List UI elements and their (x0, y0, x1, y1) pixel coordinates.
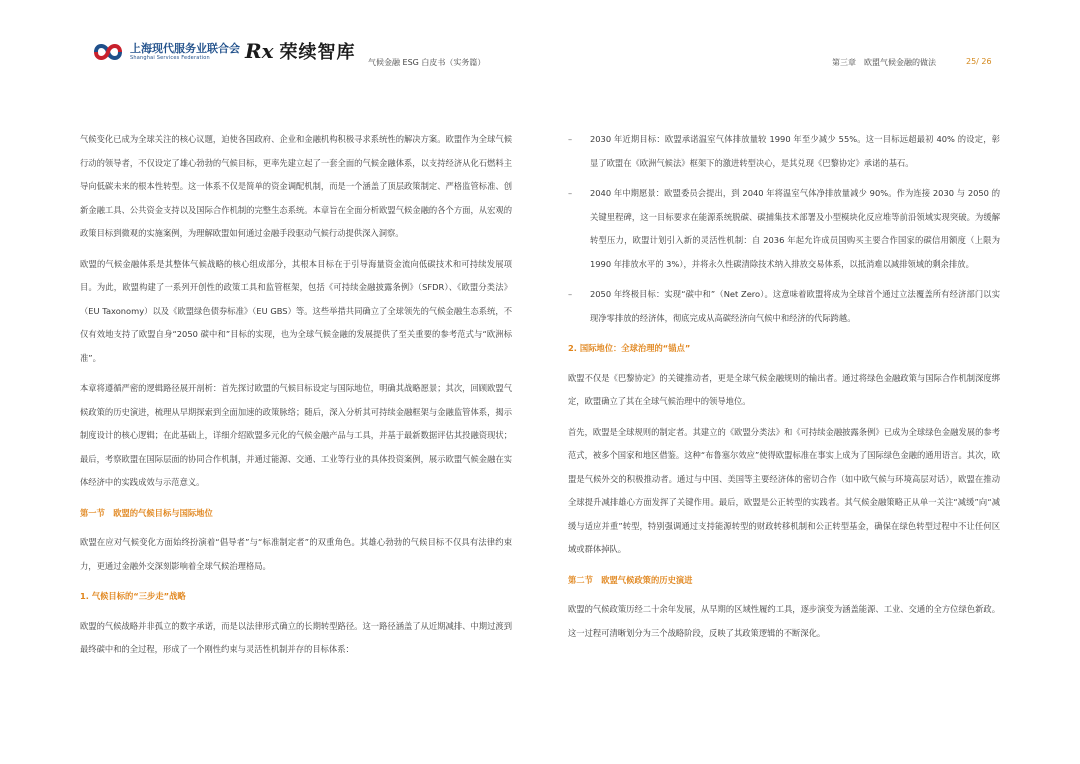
bullet-dash: – (568, 289, 573, 299)
page-number: 25/ 26 (966, 57, 992, 66)
intro-paragraph-2: 欧盟的气候金融体系是其整体气候战略的核心组成部分，其根本目标在于引导海量资金流向低碳技术和可持续发展项目。为此，欧盟构建了一系列开创性的政策工具和监管框架，包括《可持续金融披露条例》（SFDR）、《欧盟分类法》（EU Taxonomy）以及《欧盟绿色债券标准》（EU GBS）等。这些举措共同确立了全球领先的气候金融生态系统，不仅有效地支持了欧盟自身“2050 碳中和”目标的实现，也为全球气候金融的发展提供了至关重要的参考范式与“欧洲标准”。 (80, 258, 512, 363)
bullet-2050-goal: 2050 年终极目标：实现“碳中和”（Net Zero）。这意味着欧盟将成为全球首个通过立法覆盖所有经济部门以实现净零排放的经济体，彻底完成从高碳经济向气候中和经济的代际跨越。 (590, 289, 1000, 323)
document-title: 气候金融 ESG 白皮书（实务篇） (368, 58, 486, 67)
bullet-dash: – (568, 134, 573, 144)
section-1-paragraph: 欧盟在应对气候变化方面始终扮演着“倡导者”与“标准制定者”的双重角色。其雄心勃勃的气候目标不仅具有法律约束力，更通过金融外交深刻影响着全球气候治理格局。 (80, 537, 512, 571)
rx-logo-mark: Rx (245, 39, 274, 63)
rongxu-logo (245, 38, 356, 64)
ssf-logo (92, 40, 240, 64)
ssf-name-cn: 上海现代服务业联合会 (130, 42, 240, 55)
section-2-heading: 第二节 欧盟气候政策的历史演进 (568, 574, 693, 585)
bullet-dash: – (568, 188, 573, 198)
page-header (0, 0, 1080, 80)
brand-name: 荣续智库 (279, 42, 356, 63)
chapter-title: 第三章 欧盟气候金融的做法 (832, 58, 936, 67)
intro-paragraph-1: 气候变化已成为全球关注的核心议题，迫使各国政府、企业和金融机构积极寻求系统性的解决方案。欧盟作为全球气候行动的领导者，不仅设定了雄心勃勃的气候目标，更率先建立起了一套全面的气候金融体系，以支持经济从化石燃料主导向低碳未来的根本性转型。这一体系不仅是简单的资金调配机制，而是一个涵盖了顶层政策制定、严格监管标准、创新金融工具、公共资金支持以及国际合作机制的完整生态系统。本章旨在全面分析欧盟气候金融的各个方面，从宏观的政策目标到微观的实施案例，为理解欧盟如何通过金融手段驱动气候行动提供深入洞察。 (80, 134, 512, 238)
list-item (568, 128, 1000, 175)
right-column (568, 128, 1000, 652)
subsection-2-paragraph-1: 欧盟不仅是《巴黎协定》的关键推动者，更是全球气候金融规则的输出者。通过将绿色金融政策与国际合作机制深度绑定，欧盟确立了其在全球气候治理中的领导地位。 (568, 372, 1000, 406)
ssf-name-en: Shanghai Services Federation (130, 55, 210, 61)
list-item (568, 182, 1000, 276)
bullet-2040-vision: 2040 年中期愿景：欧盟委员会提出，到 2040 年将温室气体净排放量减少 90%。作为连接 2030 与 2050 的关键里程碑，这一目标要求在能源系统脱碳、碳捕集技术部署及小型模块化反应堆等前沿领域实现突破。为缓解转型压力，欧盟计划引入新的灵活性机制：自 2036 年起允许成员国购买主要合作国家的碳信用额度（上限为 1990 年排放水平的 3%），并将永久性碳清除技术纳入排放交易体系，以抵消难以减排领域的剩余排放。 (590, 188, 1000, 269)
section-2-paragraph: 欧盟的气候政策历经二十余年发展，从早期的区域性履约工具，逐步演变为涵盖能源、工业、交通的全方位绿色新政。这一过程可清晰划分为三个战略阶段，反映了其政策逻辑的不断深化。 (568, 604, 1000, 638)
section-1-heading: 第一节 欧盟的气候目标与国际地位 (80, 507, 213, 518)
subsection-2-heading: 2. 国际地位：全球治理的“锚点” (568, 343, 691, 353)
ssf-logo-icon (92, 40, 124, 64)
bullet-2030-target: 2030 年近期目标：欧盟承诺温室气体排放量较 1990 年至少减少 55%。这一目标远超最初 40% 的设定，彰显了欧盟在《欧洲气候法》框架下的激进转型决心，是其兑现《巴黎协定》承诺的基石。 (590, 134, 1000, 168)
list-item (568, 283, 1000, 330)
subsection-1-paragraph: 欧盟的气候战略并非孤立的数字承诺，而是以法律形式确立的长期转型路径。这一路径涵盖了从近期减排、中期过渡到最终碳中和的全过程，形成了一个刚性约束与灵活性机制并存的目标体系： (80, 620, 512, 654)
subsection-1-heading: 1. 气候目标的“三步走”战略 (80, 591, 186, 601)
subsection-2-paragraph-2: 首先，欧盟是全球规则的制定者。其建立的《欧盟分类法》和《可持续金融披露条例》已成为全球绿色金融发展的参考范式，被多个国家和地区借鉴。这种“布鲁塞尔效应”使得欧盟标准在事实上成为了国际绿色金融的通用语言。其次，欧盟是气候外交的积极推动者。通过与中国、美国等主要经济体的密切合作（如中欧气候与环境高层对话），欧盟在推动全球提升减排雄心方面发挥了关键作用。最后，欧盟是公正转型的实践者。其气候金融策略正从单一关注“减缓”向“减缓与适应并重”转型，特别强调通过支持能源转型的财政转移机制和公正转型基金，确保在绿色转型过程中不让任何区域或群体掉队。 (568, 426, 1000, 554)
intro-paragraph-3: 本章将遵循严密的逻辑路径展开剖析：首先探讨欧盟的气候目标设定与国际地位，明确其战略愿景；其次，回顾欧盟气候政策的历史演进，梳理从早期探索到全面加速的政策脉络；随后，深入分析其可持续金融框架与金融监管体系，揭示制度设计的核心逻辑；在此基础上，详细介绍欧盟多元化的气候金融产品与工具，并基于最新数据评估其投融资现状；最后，考察欧盟在国际层面的协同合作机制，并通过能源、交通、工业等行业的具体投资案例，展示欧盟气候金融在实体经济中的实践成效与示范意义。 (80, 383, 512, 487)
left-column (80, 128, 512, 669)
